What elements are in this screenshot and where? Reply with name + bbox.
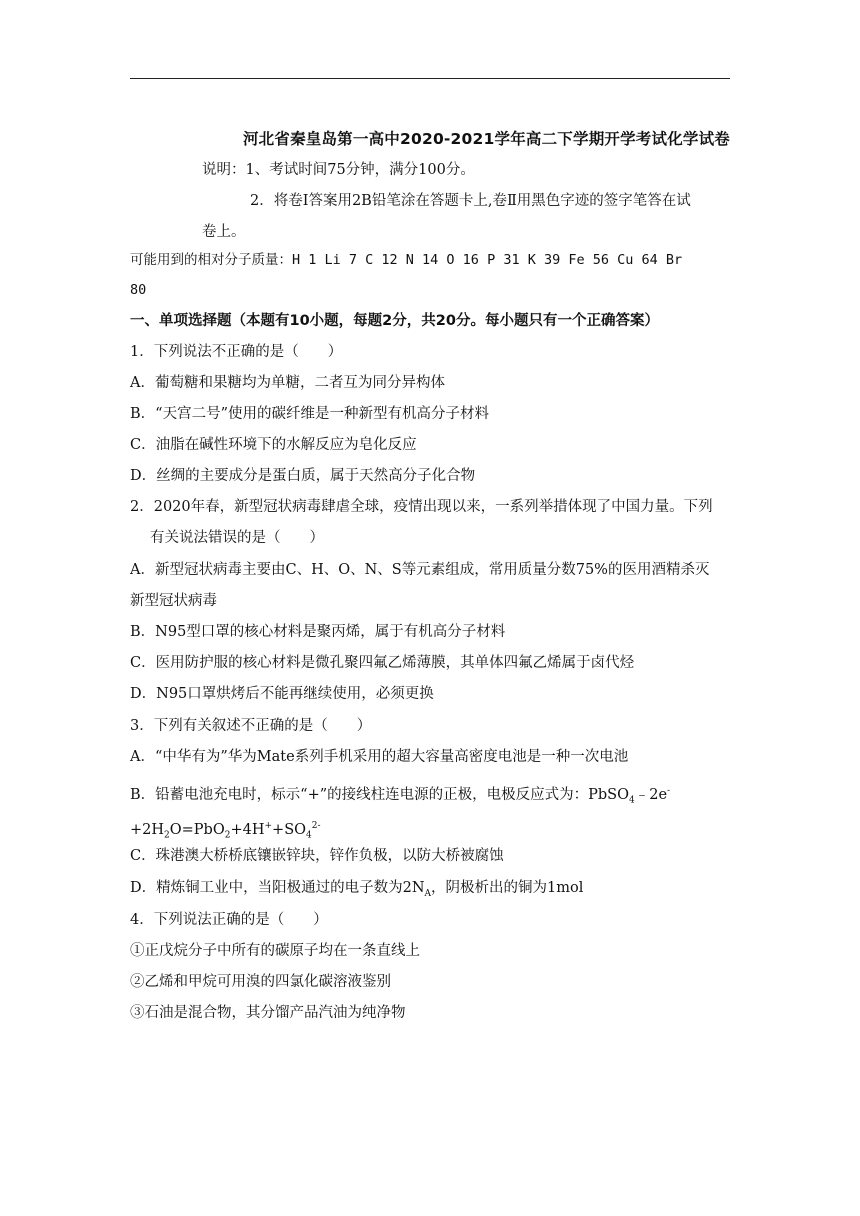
q3-b2-sup1: + [264,821,273,831]
q3-b-sup: - [667,786,671,796]
q1-option-b: B．“天宫二号”使用的碳纤维是一种新型有机高分子材料 [130,406,489,422]
page-title: 河北省秦皇岛第一高中2020-2021学年高二下学期开学考试化学试卷 [242,130,730,148]
atomic-masses-line-1: 可能用到的相对分子质量：H 1 Li 7 C 12 N 14 O 16 P 31 K 39 Fe 56 Cu 64 Br [130,252,683,268]
q3-option-b-line-2 [130,816,321,846]
q4-stem: 4．下列说法正确的是（ ） [130,912,328,928]
q3-b-tail: ﹣2e [634,786,668,803]
q2-option-a-line-1: A．新型冠状病毒主要由C、H、O、N、S等元素组成，常用质量分数75%的医用酒精杀灭 [130,562,710,578]
q4-item-3: ③石油是混合物，其分馏产品汽油为纯净物 [130,1005,406,1021]
q3-b2-c: +4H [230,821,265,838]
q2-stem-line-1: 2．2020年春，新型冠状病毒肆虐全球，疫情出现以来，一系列举措体现了中国力量。下列 [130,499,713,515]
q3-d-sub: A [424,888,432,899]
q3-option-a: A．“中华有为”华为Mate系列手机采用的超大容量高密度电池是一种一次电池 [130,749,629,765]
q3-b-text: B．铅蓄电池充电时，标示“+”的接线柱连电源的正极，电极反应式为：PbSO [130,786,629,803]
q1-option-a: A．葡萄糖和果糖均为单糖，二者互为同分异构体 [130,375,445,391]
q1-option-c: C．油脂在碱性环境下的水解反应为皂化反应 [130,437,417,453]
q2-stem-line-2: 有关说法错误的是（ ） [150,530,324,546]
q2-option-c: C．医用防护服的核心材料是微孔聚四氟乙烯薄膜，其单体四氟乙烯属于卤代烃 [130,655,635,671]
q3-option-c: C．珠港澳大桥桥底镶嵌锌块，锌作负极，以防大桥被腐蚀 [130,848,504,864]
q2-option-d: D．N95口罩烘烤后不能再继续使用，必须更换 [130,686,434,702]
q3-option-b-line-1 [130,781,670,811]
q3-b2-sub1: 2 [164,830,170,841]
q4-item-1: ①正戊烷分子中所有的碳原子均在一条直线上 [130,943,420,959]
exam-note-1: 说明：1、考试时间75分钟，满分100分。 [202,162,475,178]
exam-note-2: 2．将卷Ⅰ答案用2B铅笔涂在答题卡上,卷Ⅱ用黑色字迹的签字笔答在试 [250,193,691,209]
q3-b2-b: O=PbO [169,821,225,838]
q3-b2-a: +2H [130,821,165,838]
q3-option-d [130,878,583,904]
q3-d-text: D．精炼铜工业中，当阳极通过的电子数为2N [130,880,425,896]
q3-b-sub: 4 [629,795,635,806]
q3-b2-sup2: 2- [311,821,321,831]
q3-b2-d: +SO [272,821,307,838]
q1-option-d: D．丝绸的主要成分是蛋白质，属于天然高分子化合物 [130,468,476,484]
q3-b2-sub3: 4 [306,830,312,841]
atomic-masses-line-2: 80 [130,282,147,298]
q2-option-a-line-2: 新型冠状病毒 [130,593,217,609]
q3-d-tail: ，阴极析出的铜为1mol [431,880,584,896]
q4-item-2: ②乙烯和甲烷可用溴的四氯化碳溶液鉴别 [130,974,391,990]
q1-stem: 1．下列说法不正确的是（ ） [130,344,343,360]
q3-b2-sub2: 2 [224,830,231,841]
section-heading: 一、单项选择题（本题有10小题，每题2分，共20分。每小题只有一个正确答案） [130,313,659,329]
header-rule [130,78,730,79]
q3-stem: 3．下列有关叙述不正确的是（ ） [130,718,372,734]
exam-note-3: 卷上。 [202,224,246,240]
q2-option-b: B．N95型口罩的核心材料是聚丙烯，属于有机高分子材料 [130,624,506,640]
